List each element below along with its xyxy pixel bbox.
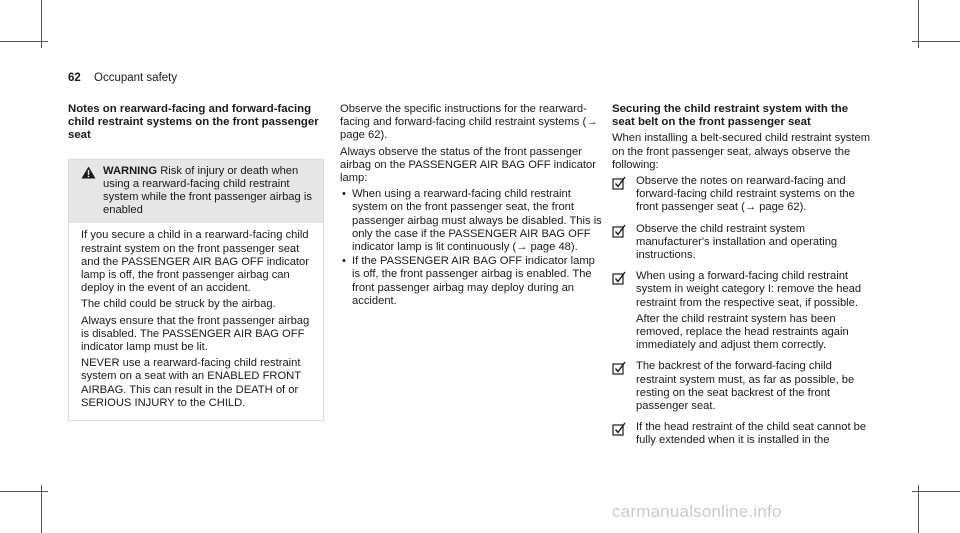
column-1 [68,103,324,421]
crop-mark [0,491,48,492]
section-heading: Securing the child restraint system with the seat belt on the front passenger seat [612,103,849,129]
warning-title: Risk of injury or death when using a rearward-facing child restraint system while the front passenger airbag is enabled [103,164,312,217]
crop-mark [41,485,42,533]
bullet-icon: • [342,255,346,268]
page-number: 62 [68,72,81,84]
warning-triangle-icon [81,165,103,183]
warning-label: WARNING [103,164,158,177]
warning-paragraph: If you secure a child in a rearward-facing child restraint system on the front passenger seat and the PASSENGER AIR BAG OFF indicator lamp is off, the front passenger airbag can deploy in the event of an accident. [81,229,309,295]
status-paragraph: Always observe the status of the front passenger airbag on the PASSENGER AIR BAG OFF indicator lamp: [340,145,596,185]
checklist-item: If the head restraint of the child seat cannot be fully extended when it is installed in the [612,421,874,450]
crop-mark [912,41,960,42]
warning-paragraph: The child could be struck by the airbag. [81,298,276,311]
warning-paragraph: Always ensure that the front passenger airbag is disabled. The PASSENGER AIR BAG OFF indicator lamp must be lit. [81,314,310,354]
list-item: • If the PASSENGER AIR BAG OFF indicator lamp is off, the front passenger airbag is enabled. The front passenger airbag may deploy during an accident. [342,255,595,307]
page-header [68,72,177,84]
checkbox-icon [612,223,636,266]
checklist-item: Observe the child restraint system manufacturer's installation and operating instructions. [612,223,874,266]
intro-paragraph: Observe the specific instructions for the rearward-facing and forward-facing child restraint systems (→ page 62). [340,103,598,142]
checklist-item: Observe the notes on rearward-facing and forward-facing child restraint systems on the front passenger seat (→ page 62). [612,175,874,218]
section-heading: Notes on rearward-facing and forward-facing child restraint systems on the front passenger seat [68,103,319,142]
watermark: carmanualsonline.info [612,502,782,521]
crop-mark [912,491,960,492]
checkbox-icon [612,270,636,355]
warning-box [68,159,324,421]
bullet-icon: • [342,188,346,201]
warning-body [69,223,323,420]
checkbox-icon [612,421,636,450]
intro-paragraph: When installing a belt-secured child restraint system on the front passenger seat, always observe the following: [612,132,871,171]
crop-mark [918,485,919,533]
checkbox-icon [612,360,636,416]
column-2 [340,103,602,309]
column-3 [612,103,874,456]
warning-header [69,160,323,224]
bullet-list [340,188,602,308]
checklist-item: When using a forward-facing child restraint system in weight category I: remove the head restraint from the respective seat, if possible. After the child restraint system has been removed, replace the head restraints again immediately and adjust them correctly. [612,270,874,355]
checkbox-icon [612,175,636,218]
checklist-item: The backrest of the forward-facing child restraint system must, as far as possible, be resting on the seat backrest of the front passenger seat. [612,360,874,416]
list-item: • When using a rearward-facing child restraint system on the front passenger seat, the front passenger airbag must always be disabled. This is only the case if the PASSENGER AIR BAG OFF indicator lamp is lit continuously (→ page 48). [342,188,602,254]
section-title: Occupant safety [94,72,178,84]
crop-mark [0,41,48,42]
warning-paragraph: NEVER use a rearward-facing child restraint system on a seat with an ENABLED FRONT AIRBAG. This can result in the DEATH of or SERIOUS INJURY to the CHILD. [81,357,301,409]
